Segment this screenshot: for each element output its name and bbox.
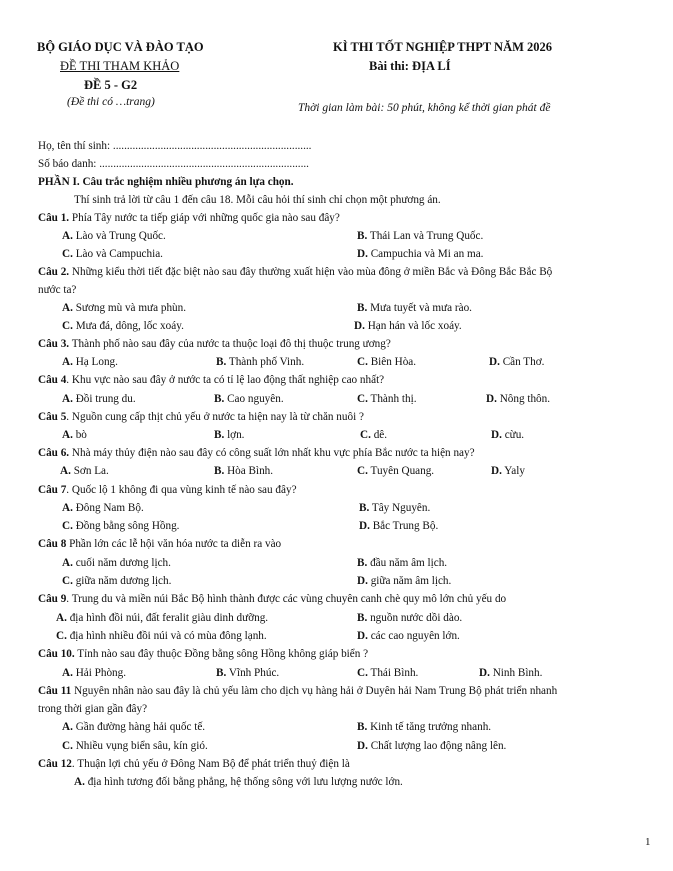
- option-3a: A. Hạ Long.: [62, 356, 118, 368]
- option-6a: A. Sơn La.: [60, 465, 109, 477]
- option-6d: D. Yaly: [491, 465, 525, 477]
- option-3b: B. Thành phố Vinh.: [216, 356, 305, 368]
- option-9c: C. địa hình nhiều đồi núi và có mùa đông lạnh.: [56, 630, 267, 642]
- option-1c: C. Lào và Campuchia.: [62, 248, 163, 260]
- question-label: Câu 1.: [38, 212, 70, 224]
- option-4c: C. Thành thị.: [357, 393, 417, 405]
- option-8c: C. giữa năm dương lịch.: [62, 575, 172, 587]
- question-text: Phía Tây nước ta tiếp giáp với những quốc gia nào sau đây?: [71, 212, 340, 224]
- option-8d: D. giữa năm âm lịch.: [357, 575, 452, 587]
- question-12: Câu 12. Thuận lợi chủ yếu ở Đông Nam Bộ để phát triển thuỷ điện là: [38, 758, 350, 770]
- option-5a: A. bò: [62, 429, 87, 441]
- option-9d: D. các cao nguyên lớn.: [357, 630, 460, 642]
- exam-type: ĐỀ THI THAM KHẢO: [60, 59, 180, 73]
- option-11d: D. Chất lượng lao động nâng lên.: [357, 740, 507, 752]
- question-7: Câu 7. Quốc lộ 1 không đi qua vùng kinh tế nào sau đây?: [38, 484, 297, 496]
- exam-code: ĐỀ 5 - G2: [84, 78, 138, 92]
- option-10b: B. Vĩnh Phúc.: [216, 667, 280, 679]
- question-6: Câu 6. Nhà máy thủy điện nào sau đây có công suất lớn nhất khu vực phía Bắc nước ta hiện nay?: [38, 447, 475, 459]
- option-3c: C. Biên Hòa.: [357, 356, 417, 368]
- ministry-name: BỘ GIÁO DỤC VÀ ĐÀO TẠO: [37, 40, 204, 54]
- option-2d: D. Hạn hán và lốc xoáy.: [354, 320, 462, 332]
- option-1b: B. Thái Lan và Trung Quốc.: [357, 230, 484, 242]
- part1-title: PHẦN I. Câu trắc nghiệm nhiều phương án lựa chọn.: [38, 176, 294, 188]
- part1-instruction: Thí sinh trả lời từ câu 1 đến câu 18. Mỗi câu hỏi thí sinh chỉ chọn một phương án.: [74, 194, 441, 206]
- question-8: Câu 8 Phần lớn các lễ hội văn hóa nước ta diễn ra vào: [38, 538, 282, 550]
- time-note: Thời gian làm bài: 50 phút, không kể thời gian phát đề: [298, 102, 551, 114]
- exam-title: KÌ THI TỐT NGHIỆP THPT NĂM 2026: [333, 40, 553, 54]
- option-7a: A. Đông Nam Bộ.: [62, 502, 144, 514]
- option-7c: C. Đồng bằng sông Hồng.: [62, 520, 180, 532]
- option-9a: A. địa hình đồi núi, đất feralit giàu dinh dưỡng.: [56, 612, 269, 624]
- question-3: Câu 3. Thành phố nào sau đây của nước ta thuộc loại đô thị thuộc trung ương?: [38, 338, 391, 350]
- option-10a: A. Hải Phòng.: [62, 667, 127, 679]
- question-11-cont: trong thời gian gần đây?: [38, 703, 148, 715]
- pages-note: (Đề thi có …trang): [67, 96, 155, 108]
- option-8a: A. cuối năm dương lịch.: [62, 557, 171, 569]
- option-10d: D. Ninh Bình.: [479, 667, 543, 679]
- candidate-id-line: Số báo danh: ...........................................................................: [38, 158, 309, 170]
- candidate-name-line: Họ, tên thí sinh: .......................................................................: [38, 140, 312, 152]
- option-5c: C. dê.: [360, 429, 388, 441]
- subject: Bài thi: ĐỊA LÍ: [369, 59, 451, 73]
- option-5d: D. cừu.: [491, 429, 525, 441]
- option-11c: C. Nhiều vụng biển sâu, kín gió.: [62, 740, 208, 752]
- option-2b: B. Mưa tuyết và mưa rào.: [357, 302, 472, 314]
- question-9: Câu 9. Trung du và miền núi Bắc Bộ hình thành được các vùng chuyên canh chè quy mô lớn chủ yếu do: [38, 593, 507, 605]
- option-3d: D. Cần Thơ.: [489, 356, 545, 368]
- option-4b: B. Cao nguyên.: [214, 393, 284, 405]
- question-11: Câu 11 Nguyên nhân nào sau đây là chủ yếu làm cho dịch vụ hàng hải ở Duyên hải Nam Trung Bộ phát triển nhanh: [38, 685, 558, 697]
- option-4d: D. Nông thôn.: [486, 393, 551, 405]
- option-4a: A. Đồi trung du.: [62, 393, 136, 405]
- question-4: Câu 4. Khu vực nào sau đây ở nước ta có tỉ lệ lao động thất nghiệp cao nhất?: [38, 374, 385, 386]
- page-number: 1: [645, 836, 651, 848]
- option-11a: A. Gần đường hàng hải quốc tế.: [62, 721, 206, 733]
- option-7b: B. Tây Nguyên.: [359, 502, 431, 514]
- option-5b: B. lợn.: [214, 429, 245, 441]
- option-7d: D. Bắc Trung Bộ.: [359, 520, 439, 532]
- question-2: Câu 2. Những kiểu thời tiết đặc biệt nào sau đây thường xuất hiện vào mùa đông ở miền Bắc và Đông Bắc Bắc Bộ: [38, 266, 553, 278]
- option-1a: A. Lào và Trung Quốc.: [62, 230, 166, 242]
- option-9b: B. nguồn nước dồi dào.: [357, 612, 463, 624]
- option-8b: B. đầu năm âm lịch.: [357, 557, 448, 569]
- option-2a: A. Sương mù và mưa phùn.: [62, 302, 187, 314]
- question-10: Câu 10. Tỉnh nào sau đây thuộc Đồng bằng sông Hồng không giáp biển ?: [38, 648, 369, 660]
- option-10c: C. Thái Bình.: [357, 667, 419, 679]
- question-5: Câu 5. Nguồn cung cấp thịt chủ yếu ở nước ta hiện nay là từ chăn nuôi ?: [38, 411, 364, 423]
- option-6c: C. Tuyên Quang.: [357, 465, 435, 477]
- option-1d: D. Campuchia và Mi an ma.: [357, 248, 484, 260]
- question-1: [38, 212, 340, 224]
- question-2-cont: nước ta?: [38, 284, 77, 296]
- option-2c: C. Mưa đá, dông, lốc xoáy.: [62, 320, 184, 332]
- option-6b: B. Hòa Bình.: [214, 465, 274, 477]
- option-11b: B. Kinh tế tăng trưởng nhanh.: [357, 721, 492, 733]
- option-12a: A. địa hình tương đối bằng phẳng, hệ thống sông với lưu lượng nước lớn.: [74, 776, 403, 788]
